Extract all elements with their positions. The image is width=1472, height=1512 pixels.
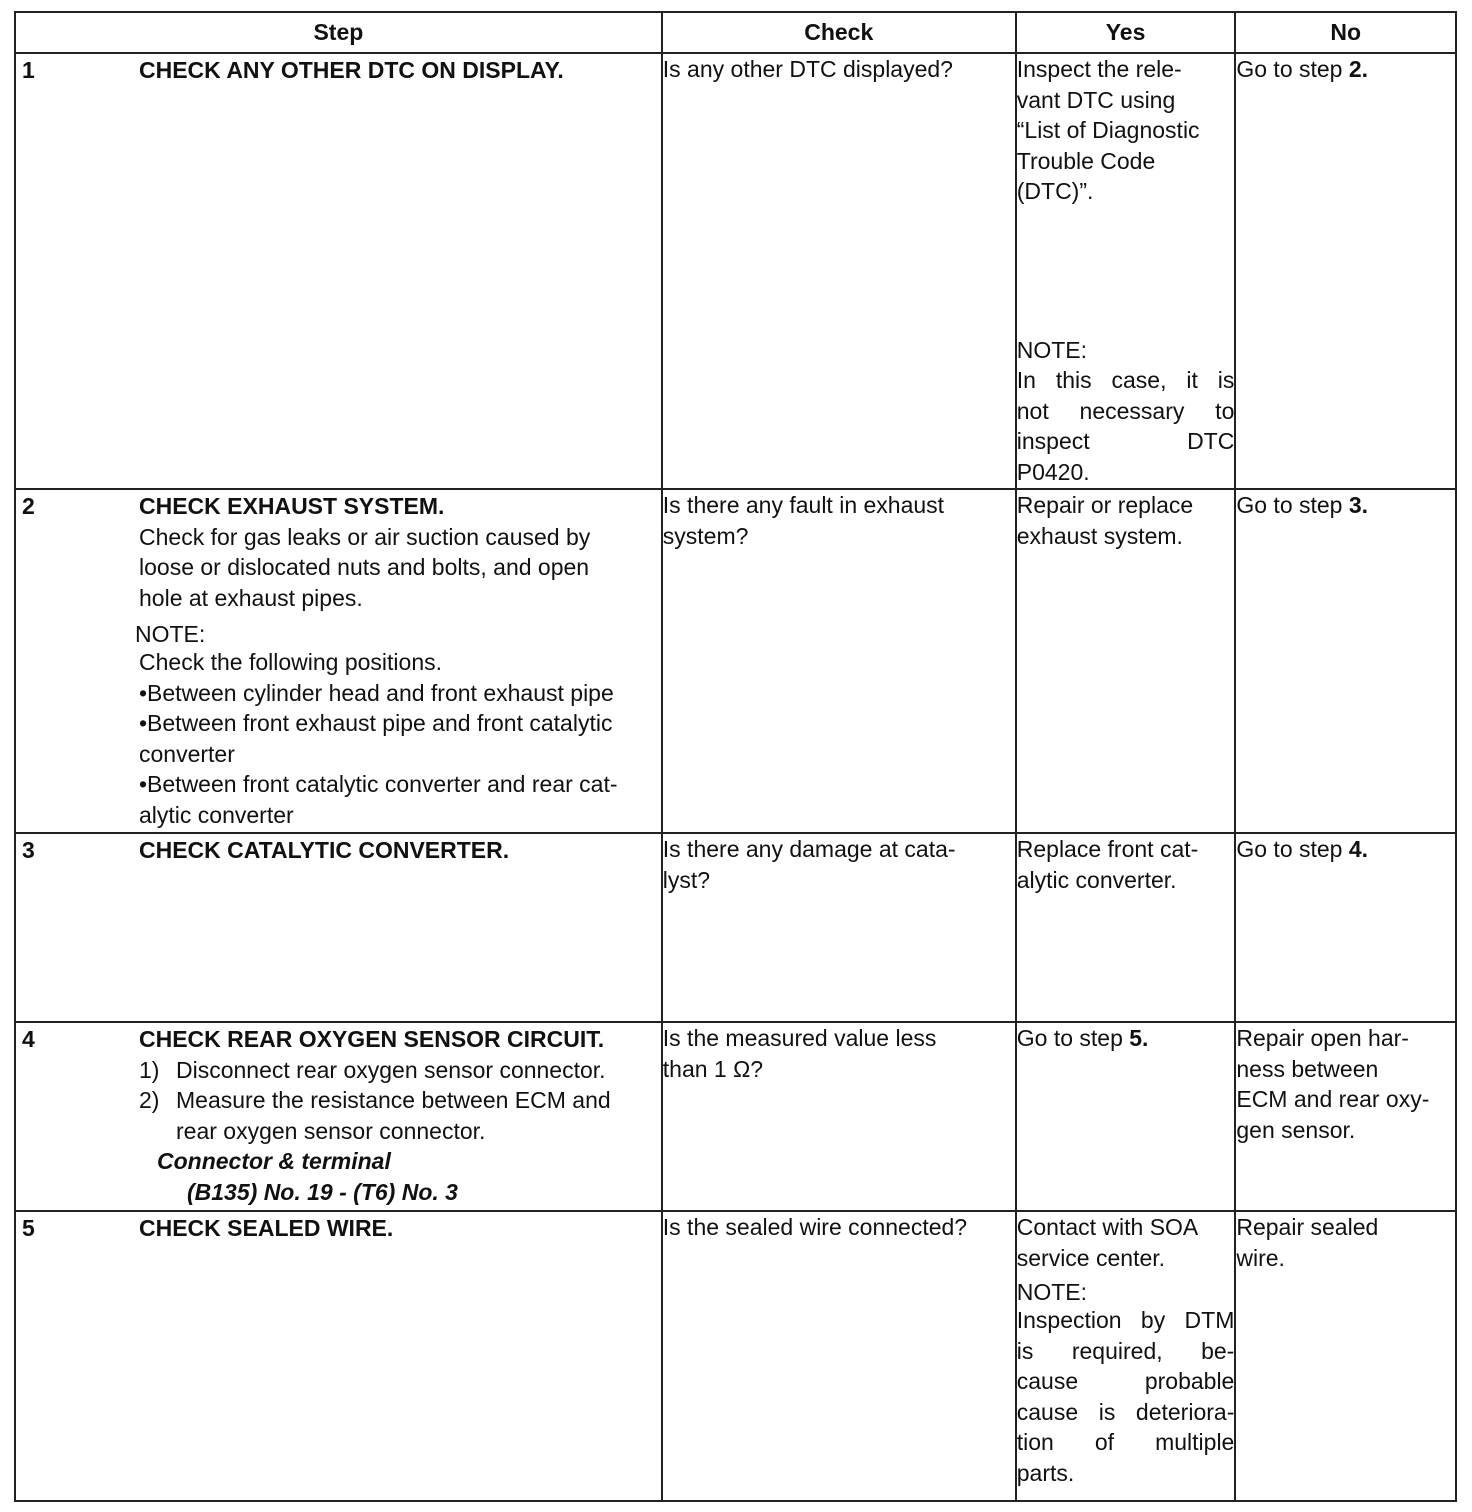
connector-label: Connector & terminal xyxy=(157,1148,391,1174)
note-line: not necessary to xyxy=(1016,397,1235,424)
step-text-line: hole at exhaust pipes. xyxy=(139,584,363,611)
check-line: than 1 Ω? xyxy=(662,1055,764,1082)
note-line: Inspection by DTM xyxy=(1016,1307,1235,1333)
note-line: cause probable xyxy=(1016,1368,1235,1394)
no-step-ref: 4. xyxy=(1348,836,1369,862)
note-line: •Between front catalytic converter and rear cat- xyxy=(139,771,618,797)
yes-line: alytic converter. xyxy=(1016,866,1177,893)
yes-line: (DTC)”. xyxy=(1016,178,1094,204)
no-step-ref: 3. xyxy=(1348,492,1369,518)
no-line: wire. xyxy=(1236,1244,1285,1271)
table-row-step-3 xyxy=(15,833,1456,1022)
procedure-item xyxy=(139,1085,659,1146)
no-line: Repair sealed xyxy=(1236,1214,1379,1240)
step-text-line: loose or dislocated nuts and bolts, and open xyxy=(139,554,590,580)
check-cell: Is any other DTC displayed? xyxy=(662,53,1016,489)
check-cell: Is there any fault in exhaust system? xyxy=(662,489,1016,833)
step-number: 5 xyxy=(22,1215,35,1241)
table-row-step-2 xyxy=(15,489,1456,833)
yes-cell xyxy=(1016,1022,1236,1211)
table-header-row xyxy=(15,12,1456,53)
table-row-step-4 xyxy=(15,1022,1456,1211)
yes-line: “List of Diagnostic xyxy=(1016,117,1200,143)
yes-cell xyxy=(1016,53,1236,489)
step-text-line: Check for gas leaks or air suction caused by xyxy=(139,523,591,550)
no-text: Go to step xyxy=(1236,836,1349,862)
note-line: is required, be- xyxy=(1016,1337,1235,1364)
step-cell xyxy=(15,53,662,489)
check-cell xyxy=(662,1022,1016,1211)
check-cell: Is the sealed wire connected? xyxy=(662,1211,1016,1501)
step-title: CHECK ANY OTHER DTC ON DISPLAY. xyxy=(139,57,564,83)
no-cell xyxy=(1235,489,1456,833)
check-line: Is the measured value less xyxy=(662,1025,937,1051)
note-line: •Between front exhaust pipe and front catalytic xyxy=(139,710,613,736)
yes-line: Inspect the rele- xyxy=(1016,56,1182,82)
yes-line: vant DTC using xyxy=(1016,86,1176,113)
note-line: parts. xyxy=(1016,1459,1075,1486)
note-label: NOTE: xyxy=(1016,1279,1088,1305)
no-step-ref: 2. xyxy=(1348,56,1369,82)
item-index: 2) xyxy=(139,1087,160,1113)
yes-line: Contact with SOA xyxy=(1016,1214,1199,1240)
yes-line: service center. xyxy=(1016,1244,1166,1271)
step-cell xyxy=(15,1211,662,1501)
yes-cell: Repair or replace exhaust system. xyxy=(1016,489,1236,833)
note-line: converter xyxy=(139,740,235,767)
note-line: cause is deteriora- xyxy=(1016,1398,1235,1425)
step-number: 4 xyxy=(22,1026,35,1052)
step-cell xyxy=(15,489,662,833)
check-line: Is there any damage at cata- xyxy=(662,836,956,862)
step-number: 2 xyxy=(22,493,35,519)
step-number: 1 xyxy=(22,57,35,83)
note-label: NOTE: xyxy=(1016,336,1088,363)
no-line: Repair open har- xyxy=(1236,1025,1409,1051)
table-row-step-1 xyxy=(15,53,1456,489)
step-title: CHECK EXHAUST SYSTEM. xyxy=(139,493,445,519)
note-line: •Between cylinder head and front exhaust pipe xyxy=(139,679,614,706)
item-index: 1) xyxy=(139,1056,160,1083)
no-cell xyxy=(1235,53,1456,489)
no-line: ECM and rear oxy- xyxy=(1236,1086,1430,1112)
no-line: gen sensor. xyxy=(1236,1116,1356,1143)
step-cell xyxy=(15,1022,662,1211)
yes-text: Go to step xyxy=(1016,1025,1130,1051)
step-title: CHECK CATALYTIC CONVERTER. xyxy=(139,837,510,863)
header-step: Step xyxy=(15,12,662,53)
procedure-list xyxy=(139,1055,659,1147)
note-label: NOTE: xyxy=(135,621,206,647)
header-no: No xyxy=(1235,12,1456,53)
check-line: lyst? xyxy=(662,866,711,893)
connector-value: (B135) No. 19 - (T6) No. 3 xyxy=(187,1178,458,1205)
note-line: inspect DTC xyxy=(1016,428,1235,454)
item-line: Measure the resistance between ECM and xyxy=(176,1087,611,1113)
note-line: P0420. xyxy=(1016,458,1090,485)
yes-line: Trouble Code xyxy=(1016,147,1156,174)
no-text: Go to step xyxy=(1236,492,1349,518)
header-yes: Yes xyxy=(1016,12,1236,53)
no-line: ness between xyxy=(1236,1055,1379,1082)
header-check: Check xyxy=(662,12,1016,53)
yes-cell xyxy=(1016,1211,1236,1501)
procedure-item xyxy=(139,1055,659,1086)
note-line: tion of multiple xyxy=(1016,1429,1235,1455)
check-cell xyxy=(662,833,1016,1022)
yes-line: Replace front cat- xyxy=(1016,836,1199,862)
table-row-step-5 xyxy=(15,1211,1456,1501)
step-title: CHECK REAR OXYGEN SENSOR CIRCUIT. xyxy=(139,1026,605,1052)
no-cell xyxy=(1235,1022,1456,1211)
step-cell xyxy=(15,833,662,1022)
step-number: 3 xyxy=(22,837,35,863)
yes-step-ref: 5. xyxy=(1129,1025,1149,1051)
no-text: Go to step xyxy=(1236,56,1349,82)
no-cell xyxy=(1235,833,1456,1022)
note-line: alytic converter xyxy=(139,801,294,828)
step-title: CHECK SEALED WIRE. xyxy=(139,1215,394,1241)
yes-cell xyxy=(1016,833,1236,1022)
item-line: Disconnect rear oxygen sensor connector. xyxy=(176,1056,606,1083)
no-cell xyxy=(1235,1211,1456,1501)
note-line: In this case, it is xyxy=(1016,367,1235,393)
item-line: rear oxygen sensor connector. xyxy=(176,1117,486,1144)
note-line: Check the following positions. xyxy=(139,649,442,675)
diagnostic-procedure-table xyxy=(14,11,1457,1502)
